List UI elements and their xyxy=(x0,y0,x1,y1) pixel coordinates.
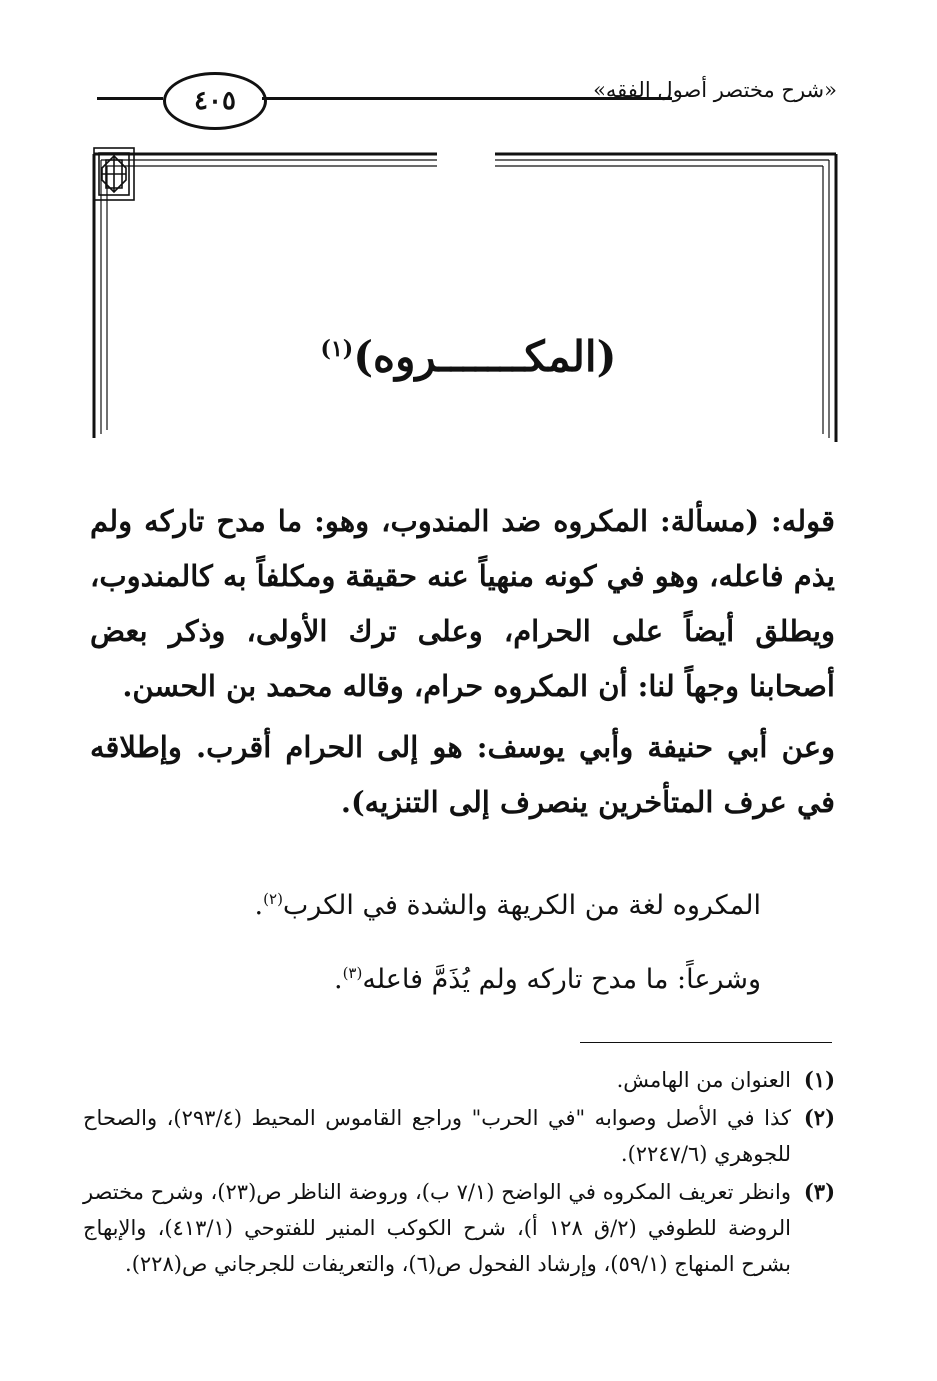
footnote-number: (١) xyxy=(803,1067,835,1092)
footnote-ref-3: (٣) xyxy=(342,964,363,982)
running-title: «شرح مختصر أصول الفقه» xyxy=(593,78,837,102)
footnote-text: وانظر تعريف المكروه في الواضح (٧/١ ب)، وروضة الناظر ص(٢٣)، وشرح مختصر الروضة للطوفي (٢/ق ١٢٨ أ)، شرح الكوكب المنير للفتوحي (٤١٣/١)، والإبهاج بشرح المنهاج (٥٩/١)، وإرشاد الفحول ص(٦)، والتعريفات للجرجاني ص(٢٢٨). xyxy=(83,1180,792,1276)
paragraph-3-period: . xyxy=(254,890,264,921)
frame-border xyxy=(92,146,838,446)
footnote-number: (٢) xyxy=(803,1105,835,1130)
footnote-3 xyxy=(83,1174,835,1282)
page-number: ٤٠٥ xyxy=(163,72,267,130)
footnote-text: كذا في الأصل وصوابه "في الحرب" وراجع القاموس المحيط (٢٩٣/٤)، والصحاح للجوهري (٢٢٤٧/٦). xyxy=(83,1106,791,1166)
chapter-title xyxy=(0,332,937,381)
footnote-text: العنوان من الهامش. xyxy=(616,1068,791,1092)
footnote-1 xyxy=(83,1062,835,1098)
footnote-number: (٣) xyxy=(803,1179,835,1204)
chapter-footnote-ref: (١) xyxy=(320,336,354,362)
paragraph-4-period: . xyxy=(333,964,343,995)
title-frame xyxy=(92,146,838,446)
header-rule-right xyxy=(262,97,672,100)
body-paragraph-3 xyxy=(255,890,761,921)
chapter-title-text: (المكـــــــروه) xyxy=(353,332,617,381)
ornament-icon xyxy=(92,146,136,202)
paragraph-4-text: وشرعاً: ما مدح تاركه ولم يُذَمَّ فاعله xyxy=(362,964,761,995)
footnote-ref-2: (٢) xyxy=(263,890,283,908)
paragraph-3-text: المكروه لغة من الكريهة والشدة في الكرب xyxy=(282,890,761,921)
footnotes xyxy=(83,1062,835,1284)
body-paragraph-1: قوله: (مسألة: المكروه ضد المندوب، وهو: ما مدح تاركه ولم يذم فاعله، وهو في كونه منهياً عنه حقيقة ومكلفاً به كالمندوب، ويطلق أيضاً على الحرام، وعلى ترك الأولى، وذكر بعض أصحابنا وجهاً لنا: أن المكروه حرام، وقاله محمد بن الحسن. xyxy=(89,504,835,703)
header-rule-left xyxy=(97,97,163,100)
footnote-separator xyxy=(580,1042,832,1043)
body-paragraph-2: وعن أبي حنيفة وأبي يوسف: هو إلى الحرام أقرب. وإطلاقه في عرف المتأخرين ينصرف إلى التنزيه). xyxy=(90,730,835,819)
body-paragraph-4 xyxy=(334,964,761,995)
footnote-2 xyxy=(83,1100,835,1172)
